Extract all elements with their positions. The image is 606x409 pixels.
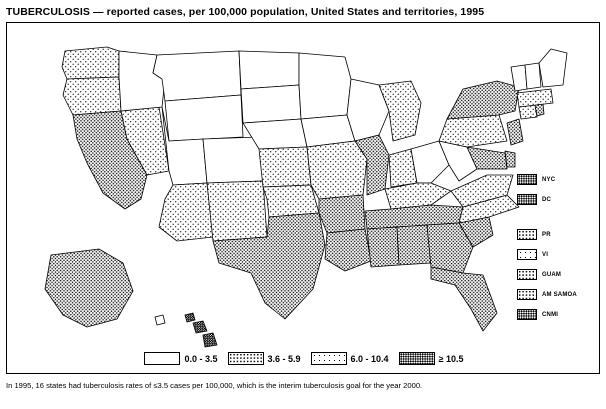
state-delaware: [505, 151, 515, 167]
rate-label-4: ≥ 10.5: [438, 353, 464, 364]
state-mississippi: [367, 227, 399, 267]
state-hawaii-2: [193, 321, 207, 333]
state-florida: [431, 267, 497, 331]
state-alabama: [397, 225, 431, 265]
state-arkansas: [319, 195, 365, 233]
legend-item-pr: [517, 228, 591, 241]
rate-label-1: 0.0 - 3.5: [184, 353, 218, 364]
legend-swatch-am-samoa: [517, 289, 537, 300]
state-maine: [539, 49, 567, 87]
rate-legend-item-3: [311, 352, 389, 365]
footnote: In 1995, 16 states had tuberculosis rates of ≤3.5 cases per 100,000, which is the interim tuberculosis goal for the year 2000.: [6, 381, 423, 390]
rate-legend-item-2: [228, 352, 301, 365]
legend-label-nyc: NYC: [542, 176, 556, 183]
state-south-dakota: [241, 85, 301, 123]
rate-swatch-3: [311, 352, 347, 365]
legend-item-guam: [517, 268, 591, 281]
legend-item-nyc: [517, 173, 591, 186]
state-oklahoma: [263, 185, 319, 217]
legend-swatch-nyc: [517, 174, 537, 185]
state-rhode-island: [535, 104, 544, 116]
state-alaska: [45, 249, 133, 327]
territory-legend: [517, 173, 591, 328]
rate-label-3: 6.0 - 10.4: [350, 353, 389, 364]
legend-label-guam: GUAM: [542, 271, 562, 278]
state-missouri: [307, 141, 367, 199]
legend-swatch-pr: [517, 229, 537, 240]
state-hawaii-1: [185, 313, 195, 322]
legend-label-cnmi: CNMI: [542, 311, 559, 318]
legend-label-vi: VI: [542, 251, 549, 258]
us-map-svg: [7, 23, 599, 373]
territory-small-1: [155, 315, 165, 325]
rate-legend: [7, 352, 601, 365]
legend-item-vi: [517, 248, 591, 261]
state-montana: [153, 51, 241, 101]
state-pennsylvania: [439, 115, 507, 147]
legend-swatch-guam: [517, 269, 537, 280]
legend-item-am-samoa: [517, 288, 591, 301]
legend-label-dc: DC: [542, 196, 552, 203]
state-kansas: [259, 147, 311, 187]
page-title: TUBERCULOSIS — reported cases, per 100,000 population, United States and territories, 1995: [6, 6, 485, 18]
state-new-mexico: [207, 181, 267, 241]
legend-item-dc: [517, 193, 591, 206]
legend-label-am-samoa: AM SAMOA: [542, 291, 577, 298]
legend-item-cnmi: [517, 308, 591, 321]
state-massachusetts: [517, 89, 553, 107]
rate-swatch-2: [228, 352, 264, 365]
rate-swatch-4: [399, 352, 435, 365]
state-new-york: [447, 81, 519, 119]
legend-label-pr: PR: [542, 231, 551, 238]
state-oregon: [63, 77, 121, 115]
state-minnesota: [299, 53, 351, 119]
rate-label-2: 3.6 - 5.9: [267, 353, 301, 364]
state-louisiana: [325, 229, 371, 271]
map-frame: [6, 22, 600, 374]
state-arizona: [159, 183, 213, 241]
state-washington: [62, 47, 119, 79]
rate-legend-item-4: [399, 352, 464, 365]
state-new-jersey: [507, 119, 523, 145]
state-wyoming: [165, 95, 243, 141]
legend-swatch-dc: [517, 194, 537, 205]
state-hawaii-3: [203, 333, 217, 347]
legend-swatch-vi: [517, 249, 537, 260]
legend-swatch-cnmi: [517, 309, 537, 320]
state-north-dakota: [239, 51, 299, 89]
rate-legend-item-1: [144, 352, 217, 365]
rate-swatch-1: [144, 352, 180, 365]
state-colorado: [203, 137, 263, 183]
state-kentucky: [385, 183, 451, 209]
state-new-hampshire: [525, 63, 541, 89]
state-connecticut: [519, 105, 537, 119]
